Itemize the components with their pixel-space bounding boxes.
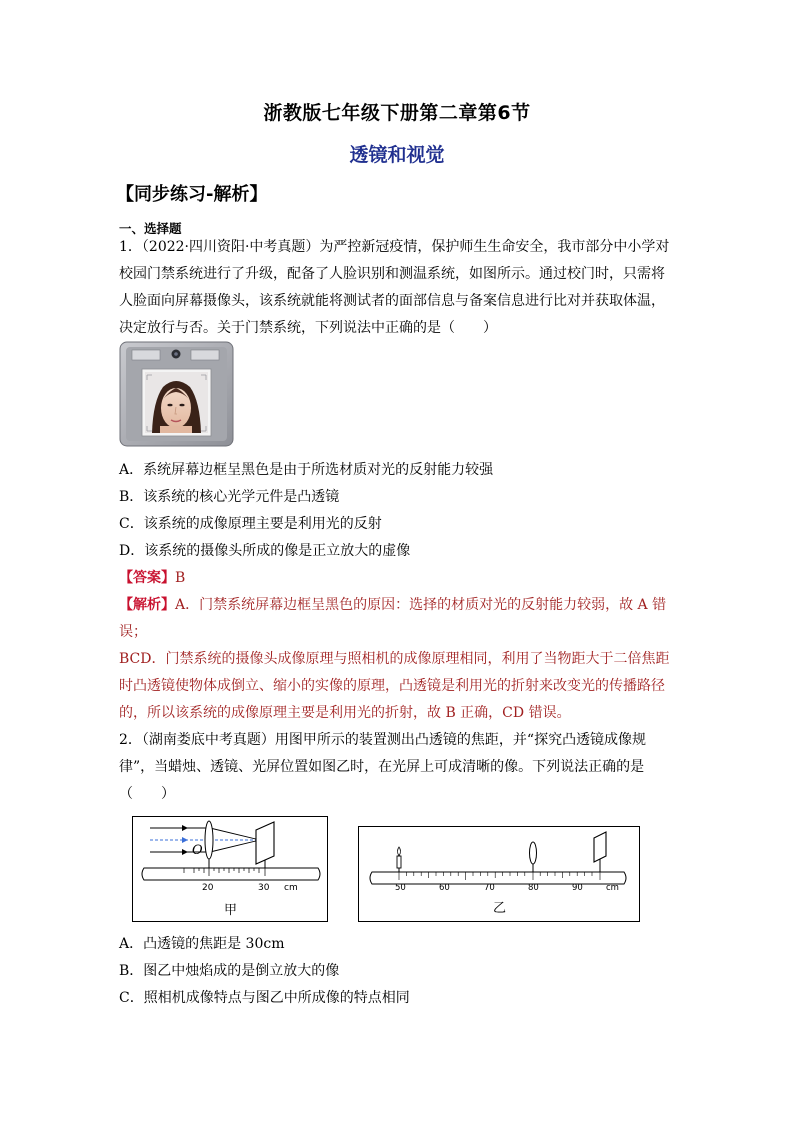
q1-option-d: D．该系统的摄像头所成的像是正立放大的虚像 (119, 543, 411, 559)
optical-bench-ruler (370, 872, 626, 884)
face-recognition-device-image (119, 341, 234, 447)
q1-stem-line-2: 校园门禁系统进行了升级，配备了人脸识别和测温系统，如图所示。通过校门时，只需将 (119, 266, 665, 282)
convex-lens (530, 842, 537, 864)
q1-option-b: B．该系统的核心光学元件是凸透镜 (119, 489, 340, 505)
section-title: 【同步练习-解析】 (116, 184, 268, 205)
tick-label: 70 (484, 883, 495, 893)
q1-analysis-line-2: 误； (119, 624, 147, 640)
q2-stem-line-1: 2．（湖南娄底中考真题）用图甲所示的装置测出凸透镜的焦距，并“探究凸透镜成像规 (119, 732, 647, 748)
convex-lens (205, 821, 213, 859)
q1-answer (119, 567, 185, 587)
tick-label: 80 (528, 883, 539, 893)
optical-center-label: O (192, 843, 203, 858)
q1-stem-line-4: 决定放行与否。关于门禁系统，下列说法中正确的是（ ） (119, 320, 497, 336)
q1-analysis-line-4: 时凸透镜使物体成倒立、缩小的实像的原理，凸透镜是利用光的折射来改变光的传播路径 (119, 678, 665, 694)
q1-analysis-line-1 (119, 594, 666, 614)
candle (397, 856, 401, 868)
unit-label: cm (606, 883, 619, 893)
q2-option-b: B．图乙中烛焰成的是倒立放大的像 (119, 963, 340, 979)
q1-analysis-line-3: BCD．门禁系统的摄像头成像原理与照相机的成像原理相同，利用了当物距大于二倍焦距 (119, 651, 670, 667)
analysis-label: 【解析】 (119, 597, 175, 613)
q1-stem-line-1: 1．（2022·四川资阳·中考真题）为严控新冠疫情，保护师生生命安全，我市部分中小学对 (119, 239, 670, 255)
figure-jia-label: 甲 (224, 903, 238, 918)
answer-value: B (175, 570, 186, 586)
tick-label: 90 (572, 883, 583, 893)
tick-label: 30 (258, 883, 270, 893)
q1-analysis-line-5: 的，所以该系统的成像原理主要是利用光的折射，故 B 正确，CD 错误。 (119, 705, 571, 721)
question-type-heading: 一、选择题 (119, 221, 182, 236)
q1-option-a: A．系统屏幕边框呈黑色是由于所选材质对光的反射能力较强 (119, 462, 494, 478)
q2-option-a: A．凸透镜的焦距是 30cm (119, 936, 285, 952)
unit-label: cm (284, 883, 298, 893)
q1-stem-line-3: 人脸面向屏幕摄像头，该系统就能将测试者的面部信息与备案信息进行比对并获取体温， (119, 293, 665, 309)
figure-yi-label: 乙 (493, 901, 507, 916)
q1-option-c: C．该系统的成像原理主要是利用光的反射 (119, 516, 382, 532)
candle-flame (398, 847, 401, 856)
light-screen (256, 822, 274, 864)
tick-label: 20 (202, 883, 214, 893)
tick-label: 60 (439, 883, 450, 893)
answer-label: 【答案】 (119, 570, 175, 586)
light-screen (594, 832, 606, 862)
q2-option-c: C．照相机成像特点与图乙中所成像的特点相同 (119, 990, 410, 1006)
page-title: 浙教版七年级下册第二章第6节 (263, 102, 531, 124)
optical-bench-ruler (142, 868, 320, 880)
figure-yi (358, 826, 640, 922)
analysis-text-a1: A．门禁系统屏幕边框呈黑色的原因：选择的材质对光的反射能力较弱，故 A 错 (175, 597, 667, 613)
page-subtitle: 透镜和视觉 (349, 144, 445, 166)
q2-stem-line-2: 律”，当蜡烛、透镜、光屏位置如图乙时，在光屏上可成清晰的像。下列说法正确的是 (119, 759, 645, 775)
q2-stem-line-3: （ ） (119, 786, 175, 802)
tick-label: 50 (395, 883, 406, 893)
figure-jia (132, 816, 328, 922)
